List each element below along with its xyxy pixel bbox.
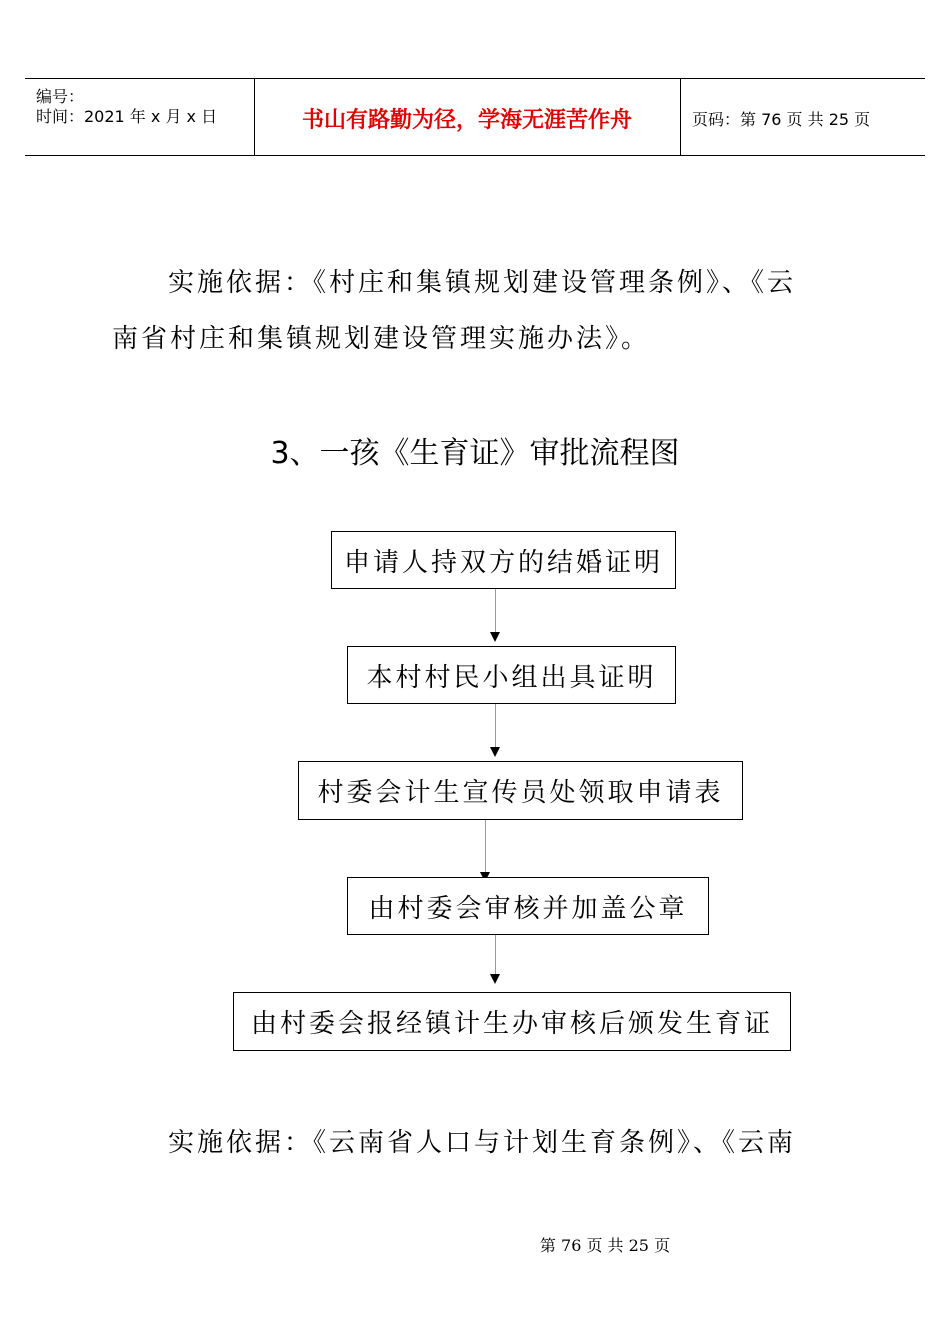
section-title: 3、一孩《生育证》审批流程图 — [270, 436, 680, 471]
flow-step-5: 由村委会报经镇计生办审核后颁发生育证 — [233, 992, 791, 1051]
flow-step-1: 申请人持双方的结婚证明 — [331, 531, 676, 589]
flow-step-3: 村委会计生宣传员处领取申请表 — [298, 761, 743, 820]
flow-connector-4 — [495, 934, 496, 974]
basis-paragraph-1-line-2: 南省村庄和集镇规划建设管理实施办法》。 — [112, 324, 651, 354]
flow-arrow-1 — [490, 632, 500, 642]
flow-connector-1 — [495, 588, 496, 632]
header-number-label: 编号： — [36, 87, 85, 106]
header-page-info: 页码：第 76 页 共 25 页 — [692, 110, 871, 129]
flow-arrow-2 — [490, 747, 500, 757]
header-time-label: 时间：2021 年 x 月 x 日 — [36, 107, 218, 126]
page-footer: 第 76 页 共 25 页 — [539, 1236, 671, 1255]
flow-connector-2 — [495, 703, 496, 747]
header-top-rule — [25, 78, 925, 79]
basis-paragraph-2-line-1: 实施依据：《云南省人口与计划生育条例》、《云南 — [168, 1128, 797, 1158]
basis-paragraph-1-line-1: 实施依据：《村庄和集镇规划建设管理条例》、《云 — [168, 268, 797, 298]
header-motto: 书山有路勤为径，学海无涯苦作舟 — [301, 108, 632, 133]
header-divider-right — [680, 79, 681, 155]
flow-arrow-4 — [490, 974, 500, 984]
header-bottom-rule — [25, 155, 925, 156]
flow-step-2: 本村村民小组出具证明 — [347, 646, 676, 704]
flow-step-4: 由村委会审核并加盖公章 — [347, 877, 709, 935]
